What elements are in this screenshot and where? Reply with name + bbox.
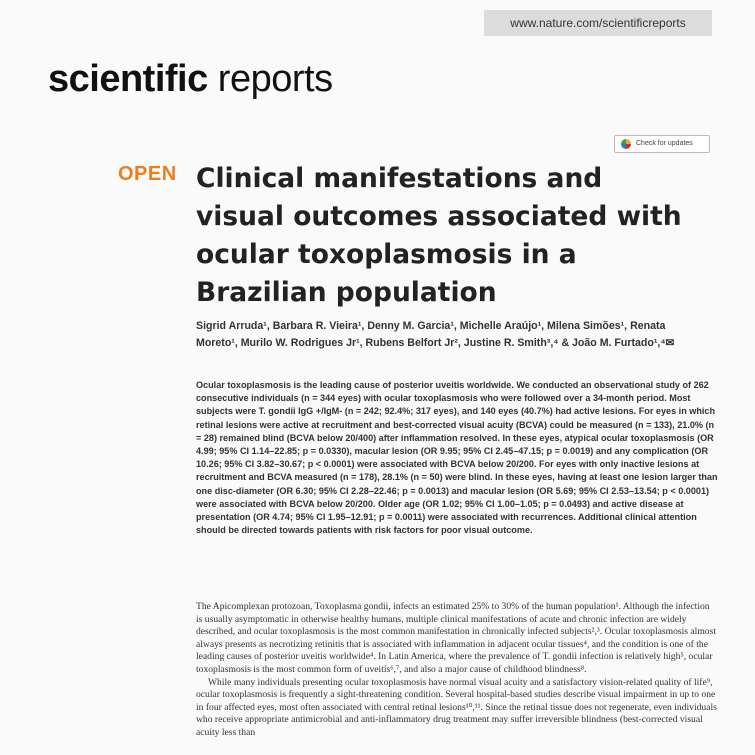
journal-logo <box>48 58 333 101</box>
body-paragraph-2: While many individuals presenting ocular toxoplasmosis have normal visual acuity and a satisfactory vision-related quality of life⁹, ocular toxoplasmosis is frequently a sight-threatening condition. Several hospital-based studies describe visual impairment in up to one in four affected eyes, most often associated with central retinal lesions¹⁰,¹¹. Since the retinal tissue does not regenerate, even individuals who receive appropriate antimicrobial and anti-inflammatory drug treatment may suffer irreversible blindness (best-corrected visual acuity less than <box>196 676 717 738</box>
body-paragraph-1: The Apicomplexan protozoan, Toxoplasma gondii, infects an estimated 25% to 30% of the human population¹. Although the infection is usually asymptomatic in otherwise healthy humans, multiple clinical manifestations of acute and chronic infection are widely described, and ocular toxoplasmosis is the most common manifestation in chronically infected subjects²,³. Ocular toxoplasmosis almost always presents as necrotizing retinitis that is associated with inflammation in adjacent ocular tissues⁴, and the condition is one of the leading causes of posterior uveitis worldwide⁴. In Latin America, where the prevalence of T. gondii infection is relatively high⁵, ocular toxoplasmosis is the most common form of uveitis⁶,⁷, and also a major cause of childhood blindness⁸. <box>196 601 716 675</box>
crossmark-icon <box>621 139 631 149</box>
journal-logo-light: reports <box>217 58 333 100</box>
check-for-updates-button[interactable] <box>614 135 710 153</box>
author-list[interactable]: Sigrid Arruda¹, Barbara R. Vieira¹, Denny M. Garcia¹, Michelle Araújo¹, Milena Simões¹, Renata Moreto¹, Murilo W. Rodrigues Jr¹, Rubens Belfort Jr², Justine R. Smith³,⁴ & João M. Furtado¹,⁴✉ <box>196 320 675 349</box>
journal-logo-bold: scientific <box>48 58 208 100</box>
journal-url-banner[interactable]: www.nature.com/scientificreports <box>484 10 712 36</box>
open-access-label: OPEN <box>118 163 177 185</box>
article-body <box>196 601 718 740</box>
article-title: Clinical manifestations and visual outcomes associated with ocular toxoplasmosis in a Brazilian population <box>196 163 682 308</box>
check-for-updates-label: Check for updates <box>636 140 693 147</box>
abstract: Ocular toxoplasmosis is the leading cause of posterior uveitis worldwide. We conducted an observational study of 262 consecutive individuals (n = 344 eyes) with ocular toxoplasmosis who were followed over a 34-month period. Most subjects were T. gondii IgG +/IgM- (n = 242; 92.4%; 317 eyes), and 140 eyes (40.7%) had active lesions. For eyes in which retinal lesions were active at recruitment and best-corrected visual acuity (BCVA) could be measured (n = 133), 21.0% (n = 28) remained blind (BCVA below 20/400) after inflammation resolved. In these eyes, atypical ocular toxoplasmosis (OR 4.99; 95% CI 1.14–22.85; p = 0.0330), macular lesion (OR 9.95; 95% CI 2.45–47.15; p = 0.0019) and any complication (OR 10.26; 95% CI 3.82–30.67; p < 0.0001) were associated with BCVA below 20/200. For eyes with only inactive lesions at recruitment and BCVA measured (n = 178), 28.1% (n = 50) were blind. In these eyes, having at least one lesion larger than one disc-diameter (OR 6.30; 95% CI 2.28–22.46; p = 0.0013) and macular lesion (OR 5.69; 95% CI 2.53–13.54; p < 0.0001) were associated with BCVA below 20/200. Older age (OR 1.02; 95% CI 1.00–1.05; p = 0.0493) and active disease at presentation (OR 4.74; 95% CI 1.95–12.91; p = 0.0011) were associated with recurrences. Additional clinical attention should be directed towards patients with risk factors for poor visual outcome. <box>196 380 718 536</box>
